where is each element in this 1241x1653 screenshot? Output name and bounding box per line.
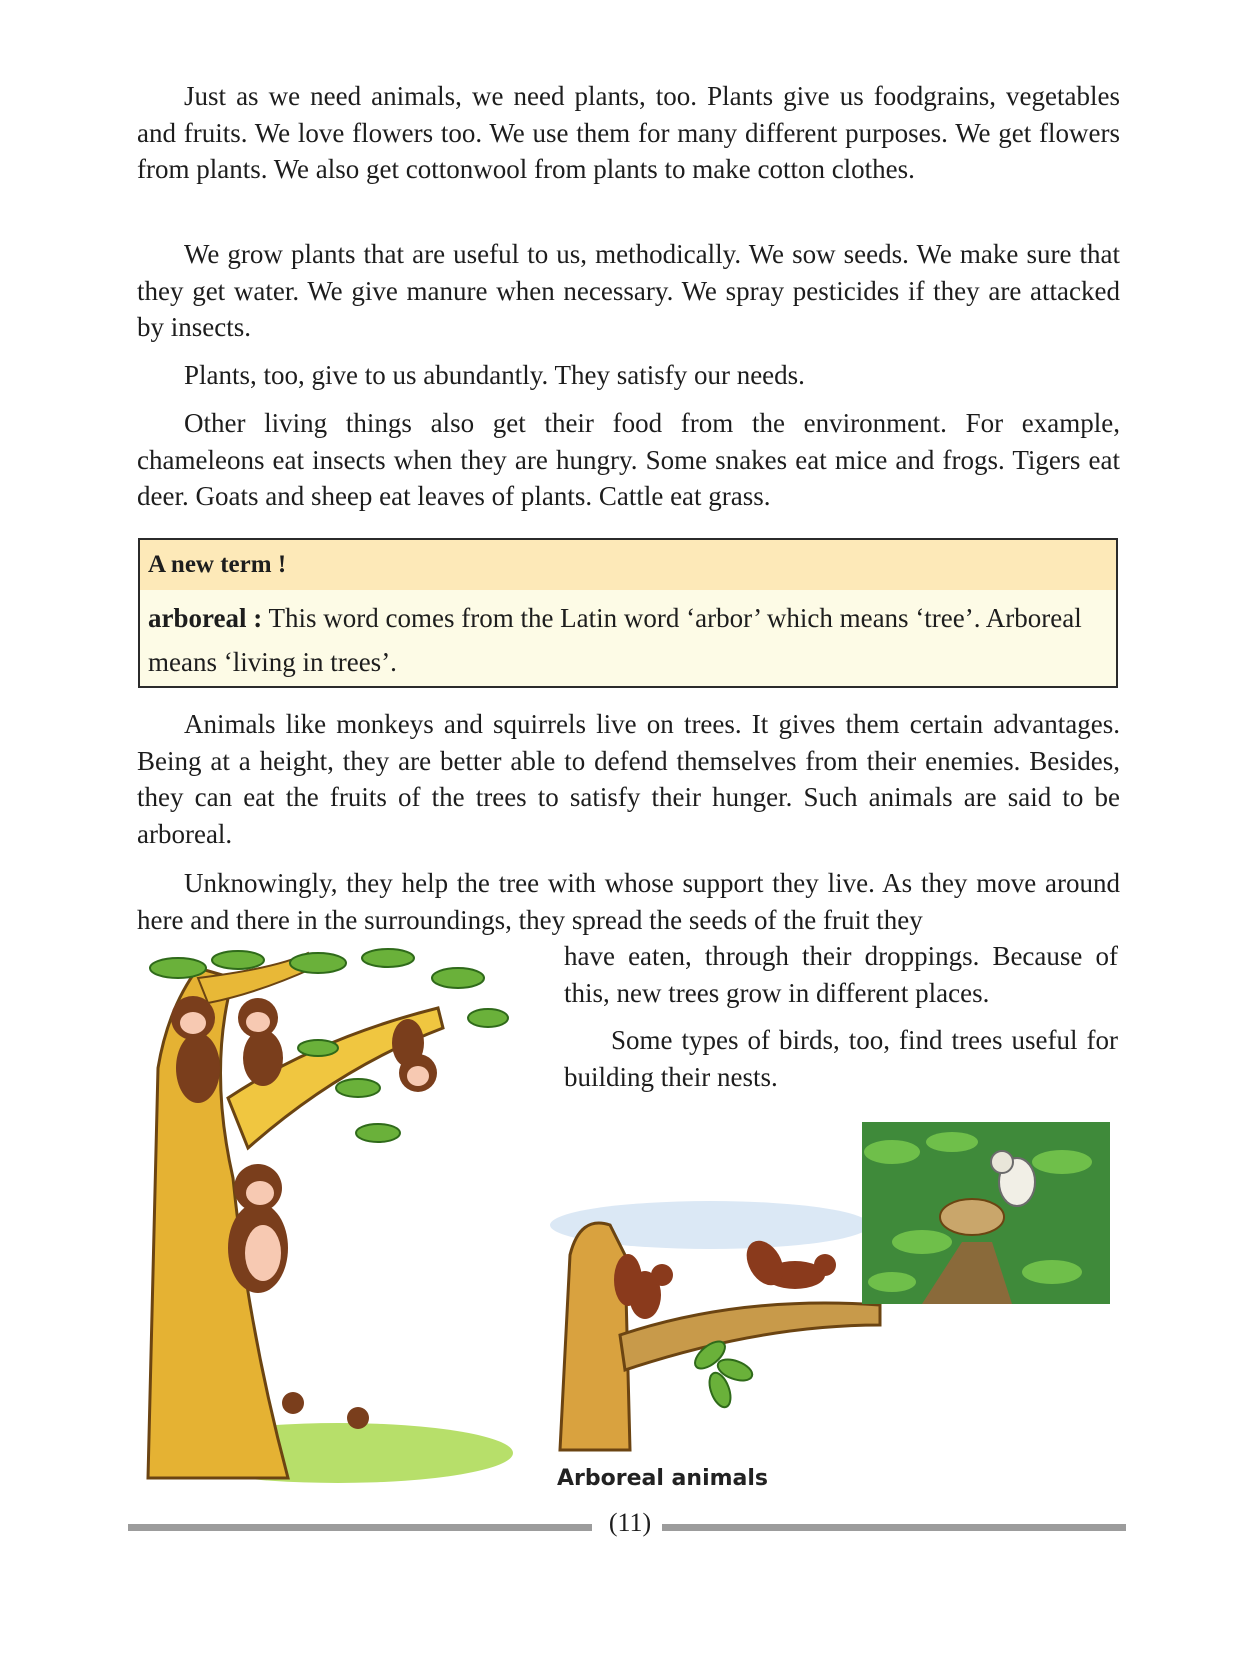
paragraph-growing-plants: We grow plants that are useful to us, methodically. We sow seeds. We make sure that they get water. We give manure when necessary. We spray pesticides if they are attacked by insects. (137, 239, 1120, 342)
footer-rule-right (662, 1524, 1126, 1531)
monkeys-tree-illustration (138, 948, 518, 1488)
paragraph-seed-spreading-continued: have eaten, through their droppings. Because of this, new trees grow in different places. (564, 941, 1118, 1008)
figure-caption: Arboreal animals (557, 1466, 769, 1491)
page-number: (11) (608, 1508, 652, 1537)
squirrels-branch-illustration (540, 1195, 890, 1455)
bird-nest-illustration (862, 1122, 1110, 1304)
paragraph-birds-nests: Some types of birds, too, find trees useful for building their nests. (564, 1025, 1118, 1092)
term-definition-text: This word comes from the Latin word ‘arbor’ which means ‘tree’. Arboreal means ‘living in trees’. (148, 603, 1082, 677)
paragraph-seed-spreading: Unknowingly, they help the tree with whose support they live. As they move around here and there in the surroundings, they spread the seeds of the fruit they (137, 868, 1120, 935)
new-term-box (138, 538, 1118, 688)
new-term-definition (140, 590, 1116, 684)
paragraph-plants-needs: Just as we need animals, we need plants, too. Plants give us foodgrains, vegetables and fruits. We love flowers too. We use them for many different purposes. We get flowers from plants. We also get cottonwool from plants to make cotton clothes. (137, 81, 1120, 184)
term-word: arboreal : (148, 603, 263, 633)
paragraph-arboreal-animals: Animals like monkeys and squirrels live on trees. It gives them certain advantages. Being at a height, they are better able to defend themselves from their enemies. Besides, they can eat the fruits of the trees to satisfy their hunger. Such animals are said to be arboreal. (137, 709, 1120, 849)
paragraph-living-things-food: Other living things also get their food from the environment. For example, chameleons eat insects when they are hungry. Some snakes eat mice and frogs. Tigers eat deer. Goats and sheep eat leaves of plants. Cattle eat grass. (137, 408, 1120, 511)
paragraph-plants-give: Plants, too, give to us abundantly. They satisfy our needs. (184, 360, 805, 390)
footer-rule-left (128, 1524, 592, 1531)
new-term-heading: A new term ! (140, 540, 1116, 590)
